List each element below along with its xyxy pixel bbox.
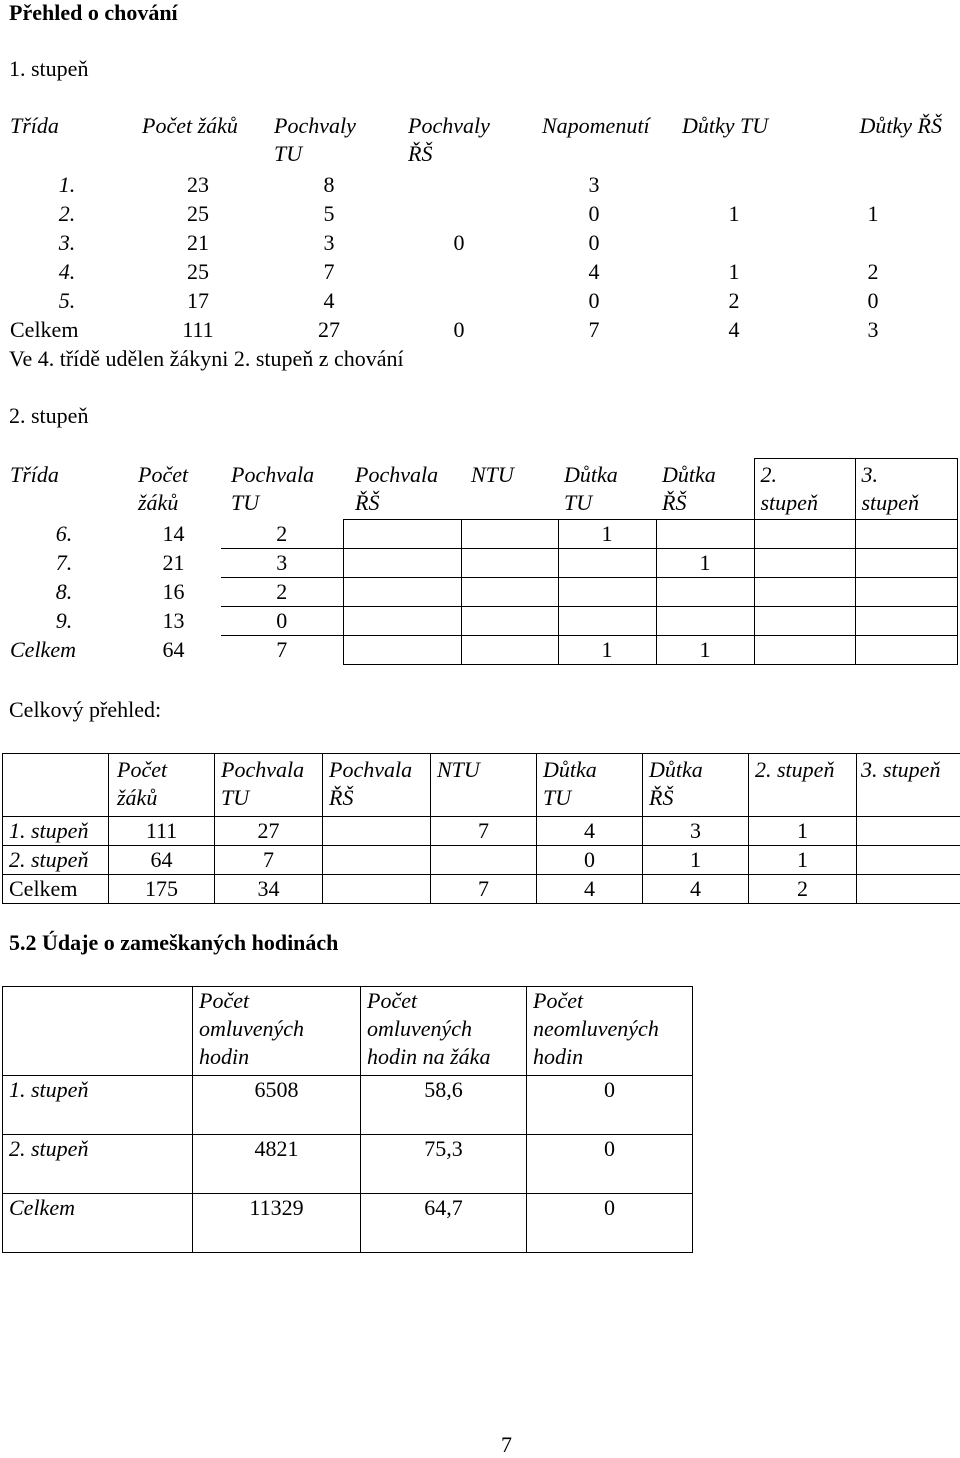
- table-row-total: [3, 1194, 693, 1253]
- table-cell: 7.: [2, 549, 126, 578]
- heading-prehled-o-chovani: Přehled o chování: [9, 0, 178, 26]
- table-row: [2, 286, 942, 315]
- table-cell: 111: [132, 315, 264, 344]
- table-cell: 2.: [2, 199, 132, 228]
- section-label-2-stupen: 2. stupeň: [9, 403, 88, 429]
- table-cell: 2. stupeň: [3, 846, 109, 875]
- table-header-row: [2, 459, 957, 520]
- table-cell: 4: [643, 875, 749, 904]
- header-cell: Důtka TU: [537, 754, 643, 817]
- header-cell: 3. stupeň: [857, 754, 960, 817]
- table-row: [2, 170, 942, 199]
- table-cell: [394, 286, 524, 315]
- table-cell: [656, 578, 754, 607]
- table-cell: [558, 578, 656, 607]
- table-header-row: [3, 987, 693, 1076]
- table-cell: 64: [109, 846, 215, 875]
- table-cell: Celkem: [2, 315, 132, 344]
- header-cell: NTU: [461, 459, 558, 520]
- table-cell: [323, 846, 431, 875]
- header-cell: Důtka TU: [558, 459, 656, 520]
- table-cell: [664, 228, 804, 257]
- table-row: [2, 607, 957, 636]
- table-row: [2, 549, 957, 578]
- header-cell: Důtka ŘŠ: [643, 754, 749, 817]
- table-cell: 0: [527, 1194, 693, 1253]
- table-cell: 23: [132, 170, 264, 199]
- table-cell: [754, 578, 855, 607]
- table-cell: 6.: [2, 520, 126, 549]
- table-cell: [804, 170, 942, 199]
- table-row-total: [2, 636, 957, 665]
- table-cell: [343, 549, 461, 578]
- table-cell: [323, 875, 431, 904]
- table-cell: 17: [132, 286, 264, 315]
- header-cell: NTU: [431, 754, 537, 817]
- table-cell: 4: [264, 286, 394, 315]
- table-cell: [461, 520, 558, 549]
- table-cell: [558, 549, 656, 578]
- table-cell: 8: [264, 170, 394, 199]
- table-cell: 11329: [193, 1194, 361, 1253]
- header-cell: [3, 987, 193, 1076]
- table-cell: [857, 846, 960, 875]
- table-row: [2, 199, 942, 228]
- table-cell: [804, 228, 942, 257]
- table-cell: [754, 636, 855, 665]
- table-cell: 14: [126, 520, 221, 549]
- table-cell: 2: [749, 875, 857, 904]
- table-cell: 2: [221, 578, 343, 607]
- table-cell: 7: [524, 315, 664, 344]
- section-label-1-stupen: 1. stupeň: [9, 56, 88, 82]
- table-cell: [431, 846, 537, 875]
- table-cell: 7: [264, 257, 394, 286]
- header-cell: Pochvaly TU: [264, 110, 394, 170]
- table-row-total: [2, 315, 942, 344]
- table-cell: 7: [431, 817, 537, 846]
- table-cell: Celkem: [3, 1194, 193, 1253]
- header-cell: Počet žáků: [132, 110, 264, 170]
- table-cell: Celkem: [3, 875, 109, 904]
- table-2-stupen: [2, 458, 958, 665]
- table-cell: 75,3: [361, 1135, 527, 1194]
- table-cell: 3: [221, 549, 343, 578]
- table-cell: [855, 607, 957, 636]
- header-cell: [3, 754, 109, 817]
- table-1-stupen: [2, 110, 942, 344]
- table-cell: 2: [804, 257, 942, 286]
- table-cell: 4: [664, 315, 804, 344]
- table-cell: 4: [524, 257, 664, 286]
- table-cell: [394, 170, 524, 199]
- table-row: [3, 1135, 693, 1194]
- header-cell: Počet omluvených hodin na žáka: [361, 987, 527, 1076]
- table-cell: 0: [804, 286, 942, 315]
- table-cell: 64: [126, 636, 221, 665]
- header-cell: Důtky TU: [664, 110, 804, 170]
- header-cell: Počet neomluvených hodin: [527, 987, 693, 1076]
- table-cell: 2: [221, 520, 343, 549]
- table-cell: 64,7: [361, 1194, 527, 1253]
- header-cell: 3. stupeň: [855, 459, 957, 520]
- heading-zameskane-hodiny: 5.2 Údaje o zameškaných hodinách: [9, 930, 338, 956]
- table-cell: 4: [537, 875, 643, 904]
- table-cell: 1: [558, 636, 656, 665]
- table-cell: 111: [109, 817, 215, 846]
- table-cell: 0: [524, 199, 664, 228]
- table-cell: 0: [221, 607, 343, 636]
- table-cell: 21: [126, 549, 221, 578]
- table-cell: 27: [264, 315, 394, 344]
- table-cell: 16: [126, 578, 221, 607]
- table-cell: 2. stupeň: [3, 1135, 193, 1194]
- table-cell: 2: [664, 286, 804, 315]
- table-cell: 1: [656, 549, 754, 578]
- table-row: [2, 228, 942, 257]
- table-cell: 1.: [2, 170, 132, 199]
- table-row: [2, 578, 957, 607]
- table-cell: [664, 170, 804, 199]
- table-header-row: [2, 110, 942, 170]
- header-cell: Počet žáků: [109, 754, 215, 817]
- table-cell: 1: [664, 257, 804, 286]
- table-zameskane-hodiny: [2, 986, 693, 1253]
- table-cell: [656, 520, 754, 549]
- header-cell: 2. stupeň: [749, 754, 857, 817]
- table-cell: [855, 636, 957, 665]
- table-cell: 1: [643, 846, 749, 875]
- table-cell: 4.: [2, 257, 132, 286]
- table-cell: [394, 257, 524, 286]
- table-row: [3, 1076, 693, 1135]
- table-cell: [855, 549, 957, 578]
- table-cell: 6508: [193, 1076, 361, 1135]
- table-row: [2, 257, 942, 286]
- table-cell: 0: [394, 228, 524, 257]
- table-cell: [343, 636, 461, 665]
- table-cell: 5: [264, 199, 394, 228]
- table-celkovy-prehled: [2, 753, 960, 904]
- table-cell: 3.: [2, 228, 132, 257]
- table-cell: [343, 578, 461, 607]
- table-cell: 7: [221, 636, 343, 665]
- table-cell: 1: [664, 199, 804, 228]
- header-cell: 2. stupeň: [754, 459, 855, 520]
- table-row: [3, 817, 960, 846]
- table-cell: 3: [804, 315, 942, 344]
- table-cell: [754, 520, 855, 549]
- table-cell: 1: [558, 520, 656, 549]
- table-cell: [461, 549, 558, 578]
- table-cell: [855, 578, 957, 607]
- header-cell: Pochvala ŘŠ: [343, 459, 461, 520]
- table-cell: 1: [749, 846, 857, 875]
- table-cell: [394, 199, 524, 228]
- table-cell: [656, 607, 754, 636]
- table-cell: 3: [264, 228, 394, 257]
- table-cell: 175: [109, 875, 215, 904]
- table-row: [3, 846, 960, 875]
- table-cell: 0: [524, 228, 664, 257]
- table-cell: [558, 607, 656, 636]
- table-cell: 9.: [2, 607, 126, 636]
- table-row-total: [3, 875, 960, 904]
- table-cell: 7: [215, 846, 323, 875]
- header-cell: Pochvaly ŘŠ: [394, 110, 524, 170]
- table-cell: 0: [527, 1135, 693, 1194]
- table-cell: 3: [643, 817, 749, 846]
- header-cell: Důtka ŘŠ: [656, 459, 754, 520]
- table-cell: Celkem: [2, 636, 126, 665]
- table-cell: 0: [524, 286, 664, 315]
- table-cell: 25: [132, 199, 264, 228]
- table-cell: [857, 817, 960, 846]
- table-cell: 7: [431, 875, 537, 904]
- header-cell: Třída: [2, 459, 126, 520]
- table-cell: 8.: [2, 578, 126, 607]
- table-cell: [461, 636, 558, 665]
- table-cell: [855, 520, 957, 549]
- table-cell: 0: [394, 315, 524, 344]
- table-cell: 25: [132, 257, 264, 286]
- table-cell: 1. stupeň: [3, 817, 109, 846]
- table-cell: [323, 817, 431, 846]
- header-cell: Pochvala TU: [221, 459, 343, 520]
- table-cell: 13: [126, 607, 221, 636]
- header-cell: Důtky ŘŠ: [804, 110, 942, 170]
- header-cell: Pochvala TU: [215, 754, 323, 817]
- page-number: 7: [501, 1432, 512, 1458]
- table-cell: 0: [537, 846, 643, 875]
- table-cell: [343, 520, 461, 549]
- overview-label: Celkový přehled:: [9, 697, 161, 723]
- table-cell: [461, 607, 558, 636]
- note-text: Ve 4. třídě udělen žákyni 2. stupeň z chování: [9, 346, 404, 372]
- table-cell: 1. stupeň: [3, 1076, 193, 1135]
- table-cell: 1: [656, 636, 754, 665]
- table-cell: 4821: [193, 1135, 361, 1194]
- table-cell: 21: [132, 228, 264, 257]
- table-cell: [343, 607, 461, 636]
- table-cell: [754, 549, 855, 578]
- header-cell: Třída: [2, 110, 132, 170]
- table-cell: 58,6: [361, 1076, 527, 1135]
- table-cell: 4: [537, 817, 643, 846]
- table-cell: [754, 607, 855, 636]
- table-header-row: [3, 754, 960, 817]
- header-cell: Pochvala ŘŠ: [323, 754, 431, 817]
- table-cell: 0: [527, 1076, 693, 1135]
- header-cell: Počet žáků: [126, 459, 221, 520]
- table-cell: 1: [749, 817, 857, 846]
- table-cell: 1: [804, 199, 942, 228]
- table-row: [2, 520, 957, 549]
- table-cell: 27: [215, 817, 323, 846]
- table-cell: 5.: [2, 286, 132, 315]
- table-cell: [461, 578, 558, 607]
- table-cell: [857, 875, 960, 904]
- header-cell: Počet omluvených hodin: [193, 987, 361, 1076]
- table-cell: 3: [524, 170, 664, 199]
- header-cell: Napomenutí: [524, 110, 664, 170]
- table-cell: 34: [215, 875, 323, 904]
